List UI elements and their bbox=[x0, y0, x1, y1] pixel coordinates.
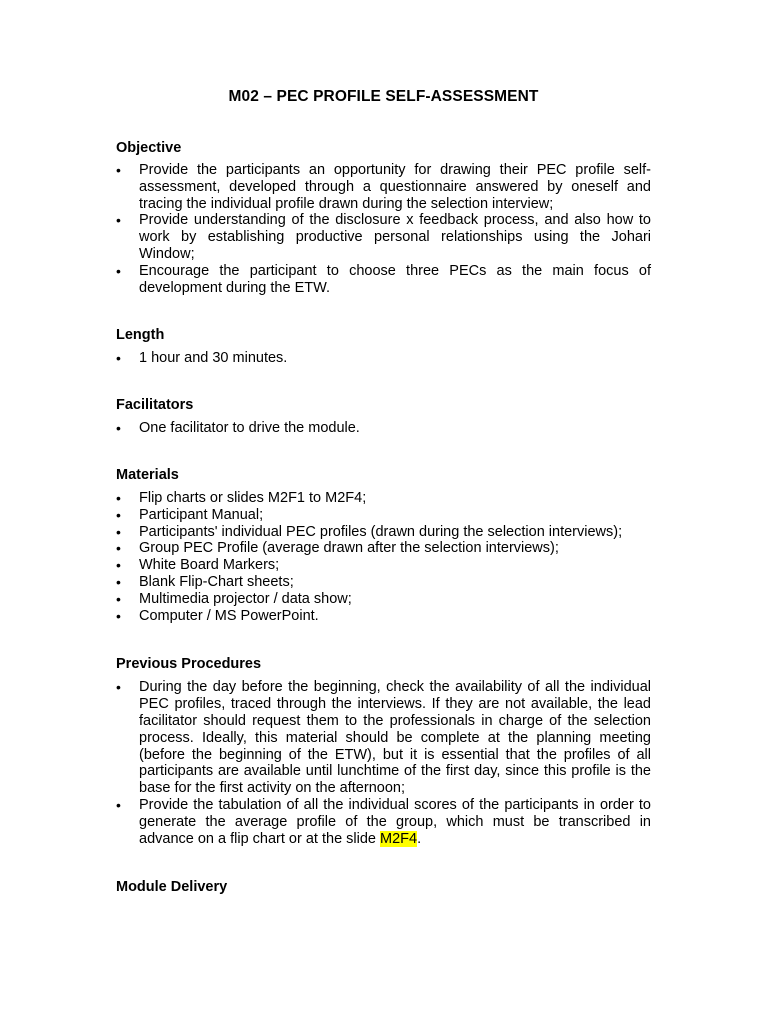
list-item bbox=[116, 507, 651, 524]
length-list bbox=[116, 350, 651, 367]
list-item-text: White Board Markers; bbox=[139, 557, 280, 574]
facilitators-heading: Facilitators bbox=[116, 397, 194, 414]
list-item bbox=[116, 574, 651, 591]
list-item bbox=[116, 263, 651, 297]
list-item bbox=[116, 540, 651, 557]
list-item bbox=[116, 591, 651, 608]
list-item bbox=[116, 420, 651, 437]
list-item bbox=[116, 797, 651, 847]
bullet-icon: • bbox=[116, 796, 121, 813]
previous-procedures-list bbox=[116, 679, 651, 847]
highlighted-slide-reference: M2F4 bbox=[380, 830, 418, 847]
bullet-icon: • bbox=[116, 523, 121, 540]
list-item bbox=[116, 679, 651, 797]
list-item bbox=[116, 350, 651, 367]
list-item-text: 1 hour and 30 minutes. bbox=[139, 350, 288, 367]
materials-list bbox=[116, 490, 651, 624]
bullet-icon: • bbox=[116, 590, 121, 607]
objective-heading: Objective bbox=[116, 140, 182, 156]
bullet-icon: • bbox=[116, 489, 121, 506]
bullet-icon: • bbox=[116, 540, 121, 557]
materials-heading: Materials bbox=[116, 466, 179, 483]
document-title: M02 – PEC PROFILE SELF-ASSESSMENT bbox=[228, 88, 539, 105]
bullet-icon: • bbox=[116, 679, 121, 696]
objective-list bbox=[116, 162, 651, 296]
list-item-text: Blank Flip-Chart sheets; bbox=[139, 573, 294, 590]
list-item bbox=[116, 162, 651, 212]
list-item-text: Encourage the participant to choose three PECs as the main focus of development during the ETW. bbox=[139, 262, 651, 296]
list-item bbox=[116, 608, 651, 625]
bullet-icon: • bbox=[116, 573, 121, 590]
list-item bbox=[116, 524, 651, 541]
bullet-icon: • bbox=[116, 350, 121, 367]
list-item bbox=[116, 490, 651, 507]
bullet-icon: • bbox=[116, 607, 121, 624]
previous-procedures-heading: Previous Procedures bbox=[116, 656, 262, 673]
list-item-text: Group PEC Profile (average drawn after the selection interviews); bbox=[139, 540, 559, 557]
document-page bbox=[116, 88, 651, 896]
list-item bbox=[116, 212, 651, 262]
bullet-icon: • bbox=[116, 162, 121, 178]
length-heading: Length bbox=[116, 327, 165, 344]
list-item bbox=[116, 557, 651, 574]
list-item-text: Provide understanding of the disclosure x feedback process, and also how to work by establishing productive personal relationships using the Johari Window; bbox=[139, 212, 651, 262]
bullet-icon: • bbox=[116, 212, 121, 229]
facilitators-list bbox=[116, 420, 651, 437]
bullet-icon: • bbox=[116, 420, 121, 437]
module-delivery-heading: Module Delivery bbox=[116, 879, 228, 896]
list-item-text-end: . bbox=[417, 830, 422, 847]
list-item-text: Multimedia projector / data show; bbox=[139, 590, 352, 607]
bullet-icon: • bbox=[116, 506, 121, 523]
list-item-text: Participant Manual; bbox=[139, 506, 264, 523]
list-item-text: Flip charts or slides M2F1 to M2F4; bbox=[139, 489, 367, 506]
list-item-text: Provide the participants an opportunity for drawing their PEC profile self-assessment, developed through a questionnaire answered by oneself and tracing the individual profile drawn during the selection interview; bbox=[139, 162, 651, 212]
bullet-icon: • bbox=[116, 262, 121, 279]
list-item-text: Computer / MS PowerPoint. bbox=[139, 607, 319, 624]
list-item-text: One facilitator to drive the module. bbox=[139, 420, 360, 437]
list-item-text: Provide the tabulation of all the individual scores of the participants in order to generate the average profile of the group, which must be transcribed in advance on a flip chart or at the slide bbox=[139, 796, 651, 847]
list-item-text: During the day before the beginning, check the availability of all the individual PEC profiles, traced through the interviews. If they are not available, the lead facilitator should request them to the professionals in charge of the selection process. Ideally, this material should be complete at the planning meeting (before the beginning of the ETW), but it is essential that the profiles of all participants are available until lunchtime of the first day, since this profile is the base for the first activity on the afternoon; bbox=[139, 679, 651, 797]
list-item-text: Participants' individual PEC profiles (drawn during the selection interviews); bbox=[139, 523, 623, 540]
bullet-icon: • bbox=[116, 557, 121, 574]
